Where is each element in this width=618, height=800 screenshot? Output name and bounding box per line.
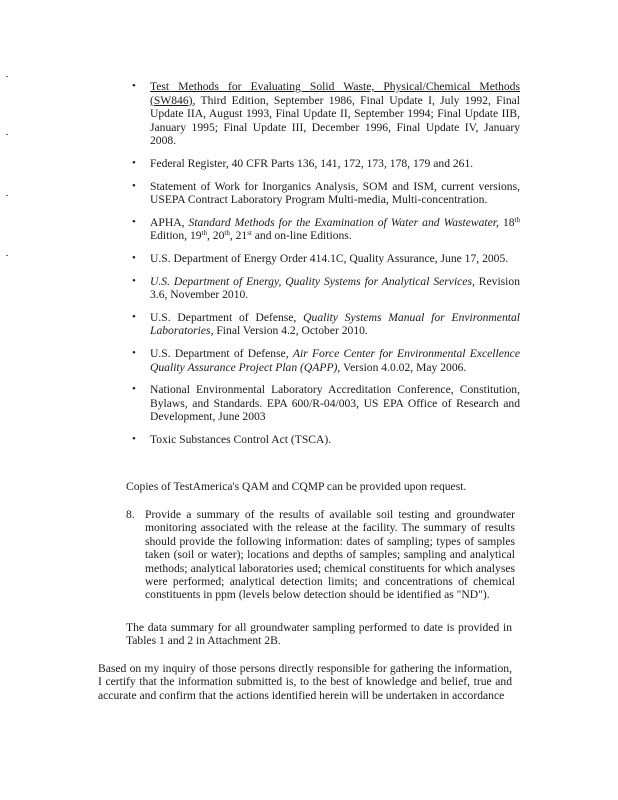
reference-doe-order: • U.S. Department of Energy Order 414.1C, Quality Assurance, June 17, 2005. [150, 252, 520, 266]
reference-tsca: • Toxic Substances Control Act (TSCA). [150, 433, 520, 447]
reference-dod-qsm: • U.S. Department of Defense, Quality Systems Manual for Environmental Laboratories, Final Version 4.2, October 2010. [150, 311, 520, 338]
margin-mark [6, 76, 8, 77]
reference-nelac: • National Environmental Laboratory Accreditation Conference, Constitution, Bylaws, and Standards. EPA 600/R-04/003, US EPA Office of Research and Development, June 2003 [150, 383, 520, 424]
reference-federal-register: • Federal Register, 40 CFR Parts 136, 141, 172, 173, 178, 179 and 261. [150, 157, 520, 171]
margin-mark [6, 255, 8, 256]
reference-apha: • APHA, Standard Methods for the Examination of Water and Wastewater, 18th Edition, 19th, 20th, 21st and on-line Editions. [150, 216, 520, 243]
reference-doe-qsas: • U.S. Department of Energy, Quality Systems for Analytical Services, Revision 3.6, November 2010. [150, 275, 520, 302]
margin-mark [6, 134, 8, 135]
data-summary: The data summary for all groundwater sampling performed to date is provided in Tables 1 and 2 in Attachment 2B. [126, 621, 512, 648]
copies-note: Copies of TestAmerica's QAM and CQMP can be provided upon request. [126, 480, 467, 493]
reference-dod-afcee: • U.S. Department of Defense, Air Force Center for Environmental Excellence Quality Assurance Project Plan (QAPP), Version 4.0.02, May 2006. [150, 347, 520, 374]
certification-paragraph: Based on my inquiry of those persons directly responsible for gathering the information, I certify that the information submitted is, to the best of knowledge and belief, true and accurate and confirm that the actions identified herein will be undertaken in accordance [98, 662, 512, 702]
margin-mark [6, 195, 8, 196]
item-8-text: Provide a summary of the results of available soil testing and groundwater monitoring associated with the release at the facility. The summary of results should provide the following information: dates of sampling; types of samples taken (soil or water); locations and depths of samples; sampling and analytical methods; analytical laboratories used; chemical constituents for which analyses were performed; analytical detection limits; and concentrations of chemical constituents in ppm (levels below detection should be identified as "ND"). [145, 508, 515, 602]
reference-epa-sow: • Statement of Work for Inorganics Analysis, SOM and ISM, current versions, USEPA Contract Laboratory Program Multi-media, Multi-concentration. [150, 180, 520, 207]
references-list [150, 80, 520, 453]
reference-sw846: • Test Methods for Evaluating Solid Waste, Physical/Chemical Methods (SW846), Third Edition, September 1986, Final Update I, July 1992, Final Update IIA, August 1993, Final Update II, September 1994; Final Update IIB, January 1995; Final Update III, December 1996, Final Update IV, January 2008. [150, 80, 520, 148]
item-number: 8. [126, 508, 135, 521]
